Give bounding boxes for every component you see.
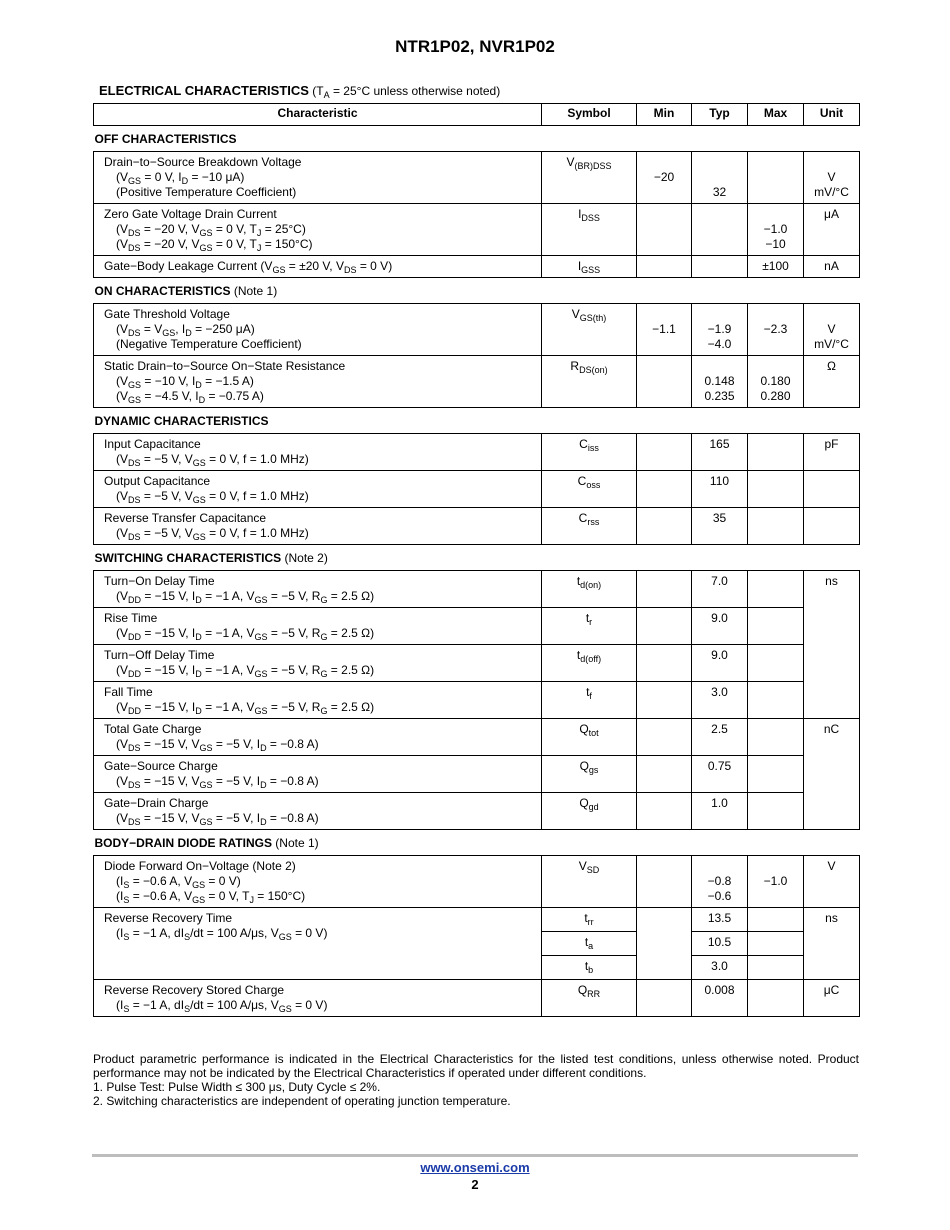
header-min: Min	[637, 104, 692, 126]
symbol-cell: $C_{oss}$	[542, 471, 637, 508]
table-row	[94, 645, 860, 682]
characteristic-cell: Fall Time ($V_{DD} = -15$ V, $I_D = -1$ A, $V_{GS} = -5$ V, $R_G = 2.5$ Ω)	[94, 682, 542, 719]
table-row	[94, 304, 860, 356]
caption-note-sub: A	[323, 90, 330, 100]
min-cell	[637, 719, 692, 756]
characteristic-cell: Gate Threshold Voltage ($V_{DS} = V_{GS}$, $I_D = -250$ μA) (Negative Temperature Coefficient)	[94, 304, 542, 356]
symbol-cell: $t_f$	[542, 682, 637, 719]
table-row	[94, 471, 860, 508]
min-cell	[637, 471, 692, 508]
section-body-drain-diode-ratings: BODY−DRAIN DIODE RATINGS (Note 1)	[94, 836, 319, 850]
characteristic-cell: Reverse Recovery Time ($I_S = -1$ A, $dI_S/dt = 100$ A/μs, $V_{GS} = 0$ V)	[94, 908, 542, 980]
characteristic-cell: Drain−to−Source Breakdown Voltage ($V_{GS} = 0$ V, $I_D = -10$ μA) (Positive Temperature Coefficient)	[94, 152, 542, 204]
max-cell: −1.0 −10	[748, 204, 804, 256]
typ-cell: 1.0	[692, 793, 748, 830]
max-cell	[748, 508, 804, 545]
max-cell	[748, 152, 804, 204]
header-typ: Typ	[692, 104, 748, 126]
min-cell	[637, 204, 692, 256]
characteristic-cell: Gate−Drain Charge ($V_{DS} = -15$ V, $V_{GS} = -5$ V, $I_D = -0.8$ A)	[94, 793, 542, 830]
symbol-cell: $V_{SD}$	[542, 856, 637, 908]
symbol-cell: $t_{d(off)}$	[542, 645, 637, 682]
symbol-cell: $R_{DS(on)}$	[542, 356, 637, 408]
section-off-characteristics: OFF CHARACTERISTICS	[94, 132, 237, 146]
symbol-cell: $t_{d(on)}$	[542, 571, 637, 608]
symbol-cell: $Q_{gs}$	[542, 756, 637, 793]
symbol-cell: $t_a$	[542, 932, 637, 956]
min-cell	[637, 856, 692, 908]
max-cell: −2.3	[748, 304, 804, 356]
max-cell	[748, 434, 804, 471]
characteristic-cell: Diode Forward On−Voltage (Note 2) ($I_S = -0.6$ A, $V_{GS} = 0$ V) ($I_S = -0.6$ A, $V_{GS} = 0$ V, $T_J = 150^\circ C$)	[94, 856, 542, 908]
characteristic-cell: Gate−Source Charge ($V_{DS} = -15$ V, $V_{GS} = -5$ V, $I_D = -0.8$ A)	[94, 756, 542, 793]
max-cell	[748, 719, 804, 756]
typ-cell: 13.5	[692, 908, 748, 932]
electrical-characteristics-table	[93, 103, 860, 1017]
min-cell	[637, 756, 692, 793]
typ-cell: 35	[692, 508, 748, 545]
footnote-paragraph: Product parametric performance is indicated in the Electrical Characteristics for the listed test conditions, unless otherwise noted. Product performance may not be indicated by the Electrical Characteristics if operated under different conditions.	[93, 1052, 859, 1080]
table-caption	[99, 83, 500, 98]
footnote-1: 1. Pulse Test: Pulse Width ≤ 300 μs, Duty Cycle ≤ 2%.	[93, 1080, 381, 1094]
characteristic-cell: Turn−On Delay Time ($V_{DD} = -15$ V, $I_D = -1$ A, $V_{GS} = -5$ V, $R_G = 2.5$ Ω)	[94, 571, 542, 608]
unit-cell: ns	[804, 908, 860, 980]
section-switching-characteristics: SWITCHING CHARACTERISTICS (Note 2)	[94, 551, 328, 565]
page-number: 2	[471, 1177, 479, 1192]
min-cell	[637, 356, 692, 408]
min-cell	[637, 645, 692, 682]
table-row	[94, 908, 860, 932]
header-row	[94, 104, 860, 126]
typ-cell	[692, 256, 748, 278]
max-cell	[748, 571, 804, 608]
caption-note-post: = 25°C unless otherwise noted)	[329, 84, 501, 98]
max-cell	[748, 645, 804, 682]
max-cell: −1.0	[748, 856, 804, 908]
document-title: NTR1P02, NVR1P02	[395, 37, 555, 56]
typ-cell: 9.0	[692, 645, 748, 682]
min-cell	[637, 980, 692, 1017]
typ-cell: −0.8 −0.6	[692, 856, 748, 908]
max-cell	[748, 908, 804, 932]
symbol-cell: $t_{rr}$	[542, 908, 637, 932]
min-cell	[637, 682, 692, 719]
symbol-cell: $C_{iss}$	[542, 434, 637, 471]
unit-cell: nA	[804, 256, 860, 278]
unit-cell: Ω	[804, 356, 860, 408]
typ-cell: 3.0	[692, 682, 748, 719]
typ-cell: 0.148 0.235	[692, 356, 748, 408]
symbol-cell: $t_r$	[542, 608, 637, 645]
typ-cell: 0.75	[692, 756, 748, 793]
max-cell: 0.180 0.280	[748, 356, 804, 408]
table-row	[94, 608, 860, 645]
max-cell	[748, 980, 804, 1017]
max-cell	[748, 471, 804, 508]
unit-cell	[804, 471, 860, 508]
characteristic-cell: Output Capacitance ($V_{DS} = -5$ V, $V_{GS} = 0$ V, f = 1.0 MHz)	[94, 471, 542, 508]
section-dynamic-characteristics: DYNAMIC CHARACTERISTICS	[94, 414, 269, 428]
section-on-characteristics: ON CHARACTERISTICS (Note 1)	[94, 284, 278, 298]
unit-cell: V mV/°C	[804, 304, 860, 356]
table-row	[94, 856, 860, 908]
unit-cell: pF	[804, 434, 860, 471]
symbol-cell: $t_b$	[542, 956, 637, 980]
table-row	[94, 256, 860, 278]
min-cell	[637, 571, 692, 608]
table-row	[94, 356, 860, 408]
unit-cell: V	[804, 856, 860, 908]
table-row	[94, 434, 860, 471]
footnote-2: 2. Switching characteristics are independent of operating junction temperature.	[93, 1094, 511, 1108]
max-cell	[748, 608, 804, 645]
table-row	[94, 571, 860, 608]
table-row	[94, 793, 860, 830]
symbol-cell: $Q_{tot}$	[542, 719, 637, 756]
characteristic-cell: Rise Time ($V_{DD} = -15$ V, $I_D = -1$ A, $V_{GS} = -5$ V, $R_G = 2.5$ Ω)	[94, 608, 542, 645]
symbol-cell: $V_{(BR)DSS}$	[542, 152, 637, 204]
header-unit: Unit	[804, 104, 860, 126]
table-row	[94, 719, 860, 756]
characteristic-cell: Zero Gate Voltage Drain Current ($V_{DS} = -20$ V, $V_{GS} = 0$ V, $T_J = 25^\circ C$) ($V_{DS} = -20$ V, $V_{GS} = 0$ V, $T_J = 150^\circ C$)	[94, 204, 542, 256]
unit-cell: ns	[804, 571, 860, 719]
min-cell	[637, 608, 692, 645]
unit-cell: nC	[804, 719, 860, 830]
unit-cell: V mV/°C	[804, 152, 860, 204]
header-characteristic: Characteristic	[94, 104, 542, 126]
typ-cell: −1.9 −4.0	[692, 304, 748, 356]
characteristic-cell: Turn−Off Delay Time ($V_{DD} = -15$ V, $I_D = -1$ A, $V_{GS} = -5$ V, $R_G = 2.5$ Ω)	[94, 645, 542, 682]
typ-cell: 3.0	[692, 956, 748, 980]
footnotes	[93, 1052, 859, 1108]
typ-cell: 9.0	[692, 608, 748, 645]
symbol-cell: $C_{rss}$	[542, 508, 637, 545]
table-row	[94, 980, 860, 1017]
min-cell	[637, 434, 692, 471]
characteristic-cell: Reverse Recovery Stored Charge ($I_S = -1$ A, $dI_S/dt = 100$ A/μs, $V_{GS} = 0$ V)	[94, 980, 542, 1017]
table-row	[94, 682, 860, 719]
typ-cell: 10.5	[692, 932, 748, 956]
symbol-cell: $Q_{gd}$	[542, 793, 637, 830]
symbol-cell: $I_{DSS}$	[542, 204, 637, 256]
characteristic-cell: Static Drain−to−Source On−State Resistance ($V_{GS} = -10$ V, $I_D = -1.5$ A) ($V_{GS} = -4.5$ V, $I_D = -0.75$ A)	[94, 356, 542, 408]
characteristic-cell: Total Gate Charge ($V_{DS} = -15$ V, $V_{GS} = -5$ V, $I_D = -0.8$ A)	[94, 719, 542, 756]
symbol-cell: $Q_{RR}$	[542, 980, 637, 1017]
typ-cell: 165	[692, 434, 748, 471]
min-cell: −1.1	[637, 304, 692, 356]
table-row	[94, 756, 860, 793]
website-link[interactable]: www.onsemi.com	[420, 1160, 530, 1175]
characteristic-cell: Input Capacitance ($V_{DS} = -5$ V, $V_{GS} = 0$ V, f = 1.0 MHz)	[94, 434, 542, 471]
table-row	[94, 152, 860, 204]
min-cell	[637, 908, 692, 980]
header-max: Max	[748, 104, 804, 126]
typ-cell: 2.5	[692, 719, 748, 756]
unit-cell: μC	[804, 980, 860, 1017]
characteristic-cell: Gate−Body Leakage Current ($V_{GS} = \pm 20$ V, $V_{DS} = 0$ V)	[94, 256, 542, 278]
max-cell	[748, 932, 804, 956]
typ-cell: 32	[692, 152, 748, 204]
max-cell	[748, 793, 804, 830]
unit-cell: μA	[804, 204, 860, 256]
caption-note: (T	[312, 84, 324, 98]
typ-cell: 110	[692, 471, 748, 508]
typ-cell	[692, 204, 748, 256]
footer-divider	[92, 1154, 858, 1157]
max-cell: ±100	[748, 256, 804, 278]
max-cell	[748, 682, 804, 719]
header-symbol: Symbol	[542, 104, 637, 126]
symbol-cell: $I_{GSS}$	[542, 256, 637, 278]
min-cell: −20	[637, 152, 692, 204]
characteristic-cell: Reverse Transfer Capacitance ($V_{DS} = -5$ V, $V_{GS} = 0$ V, f = 1.0 MHz)	[94, 508, 542, 545]
typ-cell: 7.0	[692, 571, 748, 608]
min-cell	[637, 256, 692, 278]
min-cell	[637, 793, 692, 830]
table-row	[94, 508, 860, 545]
max-cell	[748, 756, 804, 793]
symbol-cell: $V_{GS(th)}$	[542, 304, 637, 356]
table-caption-title: ELECTRICAL CHARACTERISTICS	[99, 83, 309, 98]
max-cell	[748, 956, 804, 980]
typ-cell: 0.008	[692, 980, 748, 1017]
min-cell	[637, 508, 692, 545]
table-row	[94, 204, 860, 256]
unit-cell	[804, 508, 860, 545]
